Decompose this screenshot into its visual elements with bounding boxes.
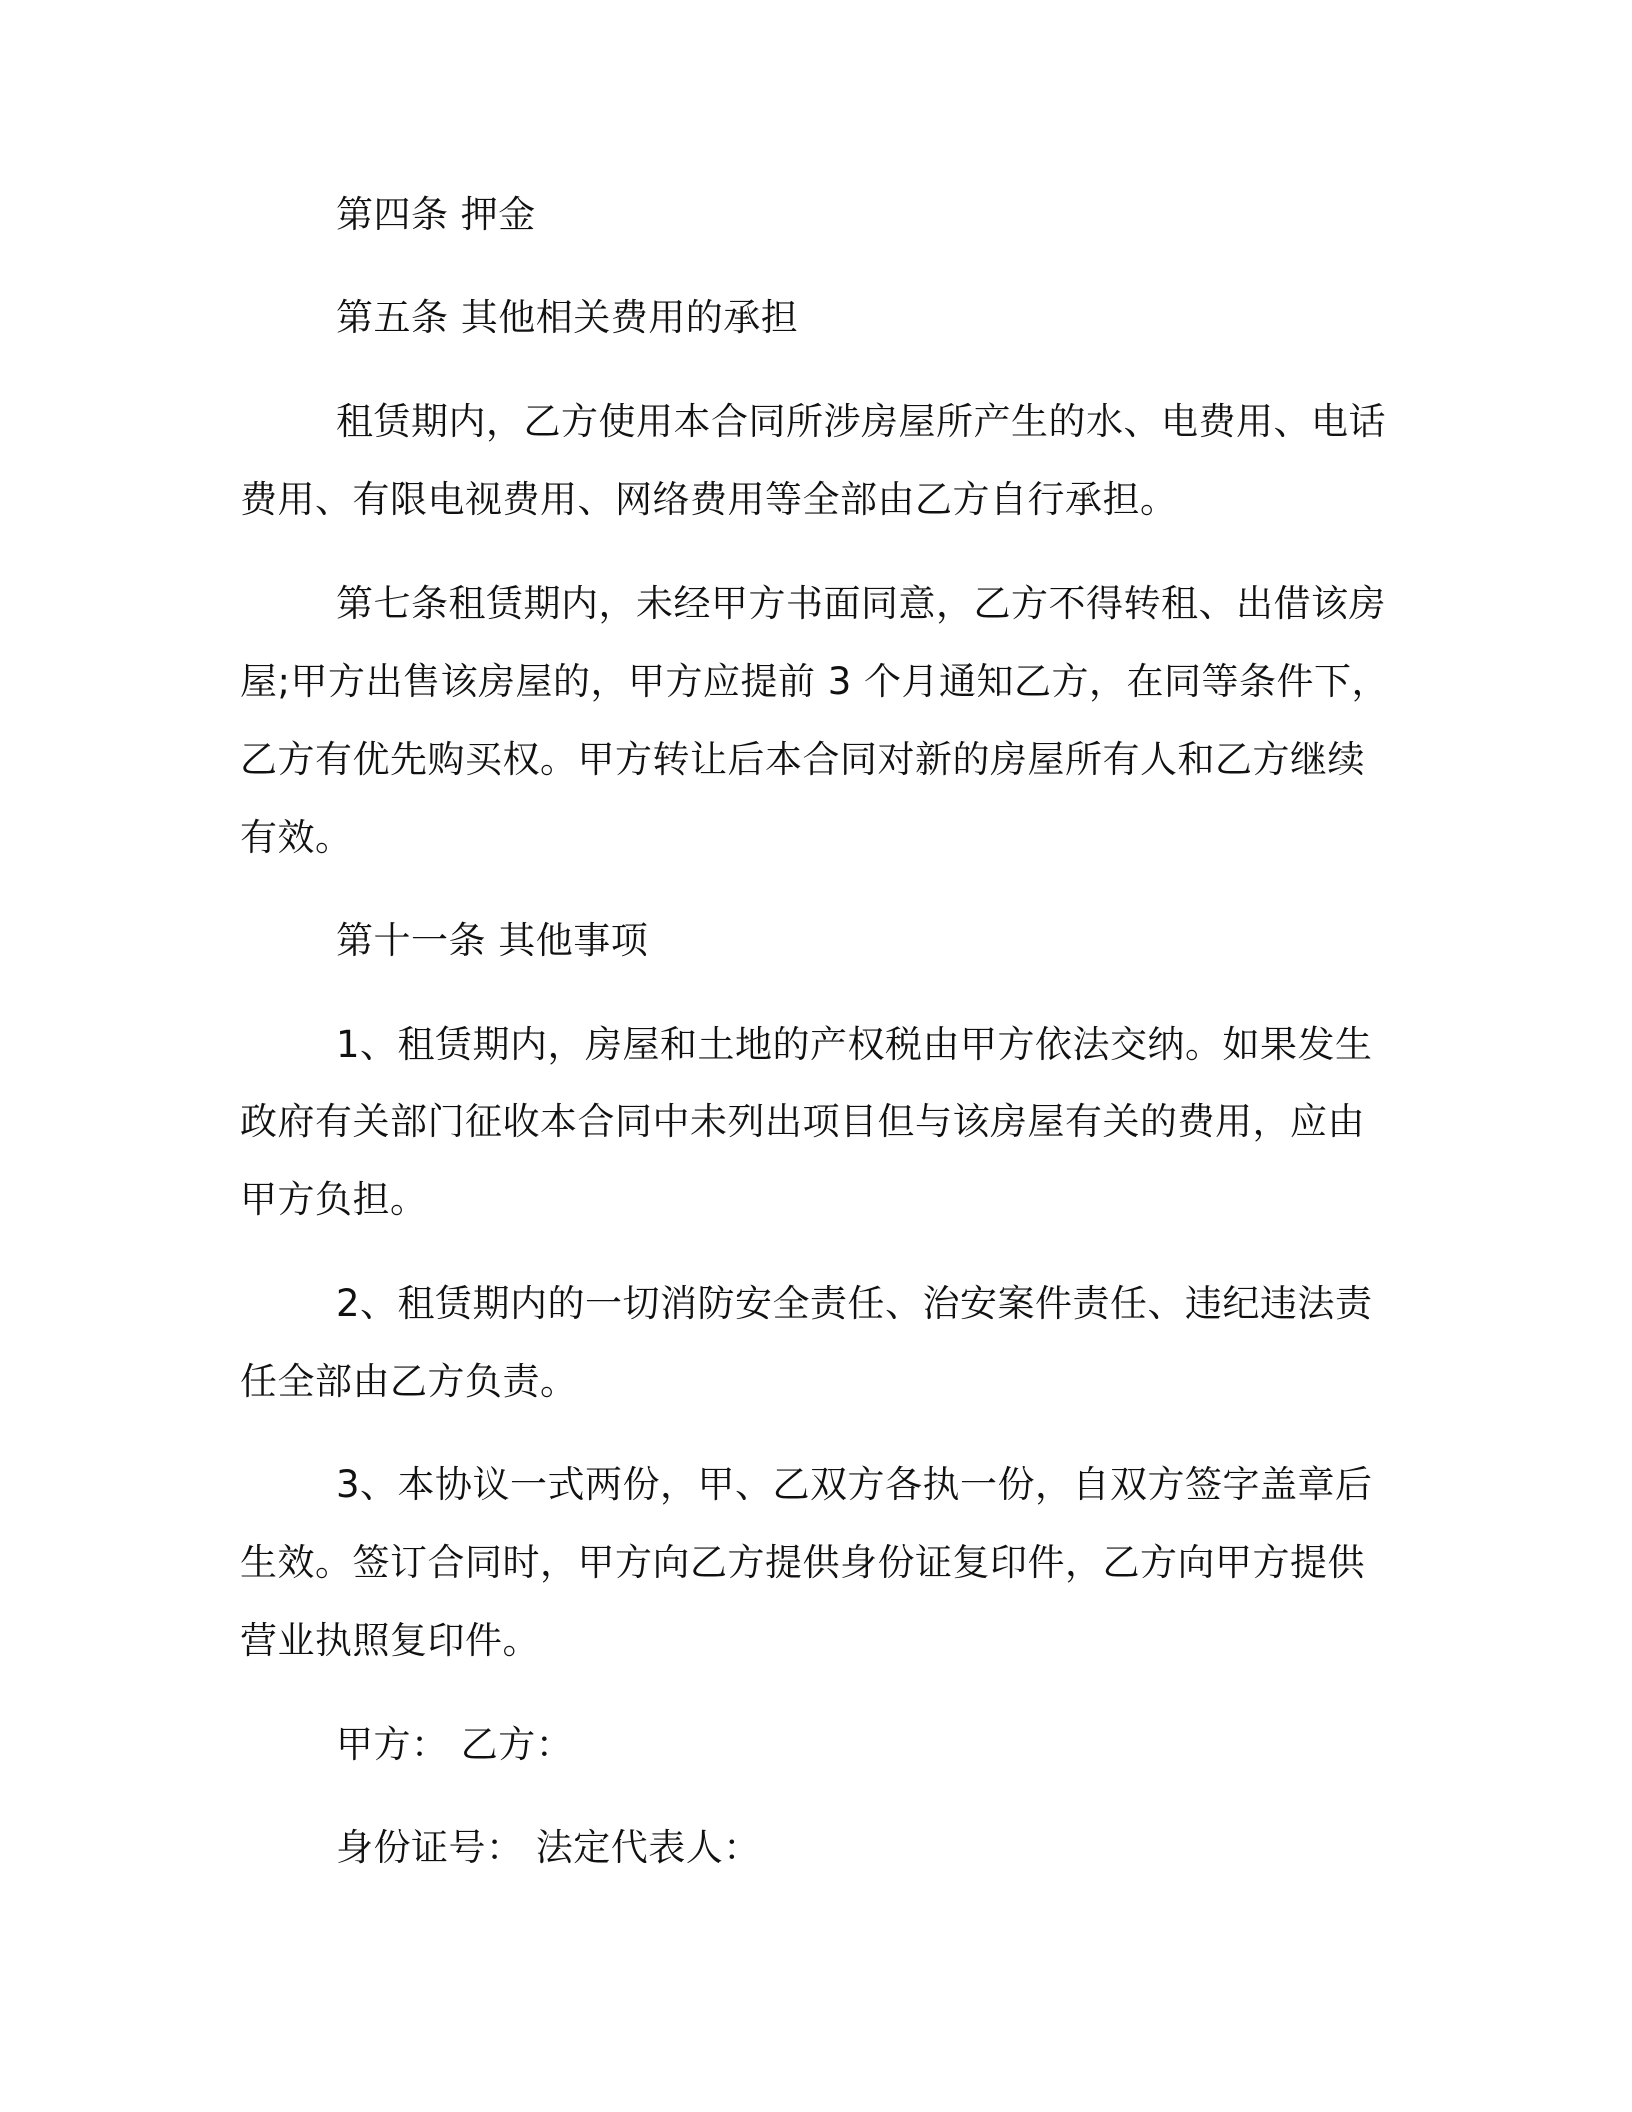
article-5-text-line: 租赁期内，乙方使用本合同所涉房屋所产生的水、电费用、电话 [336,400,1386,443]
article-4-heading: 第四条 押金 [336,193,536,236]
article-11-item-1-line: 甲方负担。 [240,1178,428,1221]
article-11-item-3-line: 营业执照复印件。 [240,1619,540,1662]
article-11-item-2-line: 2、租赁期内的一切消防安全责任、治安案件责任、违纪违法责 [336,1282,1373,1325]
article-7-text-line: 屋;甲方出售该房屋的，甲方应提前 3 个月通知乙方，在同等条件下， [240,660,1390,703]
article-5-text-line: 费用、有限电视费用、网络费用等全部由乙方自行承担。 [240,478,1178,521]
article-7-text-line: 第七条租赁期内，未经甲方书面同意，乙方不得转租、出借该房 [336,582,1386,625]
article-11-item-1-line: 政府有关部门征收本合同中未列出项目但与该房屋有关的费用，应由 [240,1100,1365,1143]
article-11-item-2-line: 任全部由乙方负责。 [240,1360,578,1403]
article-11-item-3-line: 3、本协议一式两份，甲、乙双方各执一份，自双方签字盖章后 [336,1463,1373,1506]
article-7-text-line: 有效。 [240,816,353,859]
article-11-heading: 第十一条 其他事项 [336,919,649,962]
article-5-heading: 第五条 其他相关费用的承担 [336,296,799,339]
signature-parties-line: 甲方： 乙方： [336,1723,574,1766]
article-11-item-1-line: 1、租赁期内，房屋和土地的产权税由甲方依法交纳。如果发生 [336,1023,1373,1066]
signature-id-line: 身份证号： 法定代表人： [336,1826,761,1869]
article-11-item-3-line: 生效。签订合同时，甲方向乙方提供身份证复印件，乙方向甲方提供 [240,1541,1365,1584]
article-7-text-line: 乙方有优先购买权。甲方转让后本合同对新的房屋所有人和乙方继续 [240,738,1365,781]
